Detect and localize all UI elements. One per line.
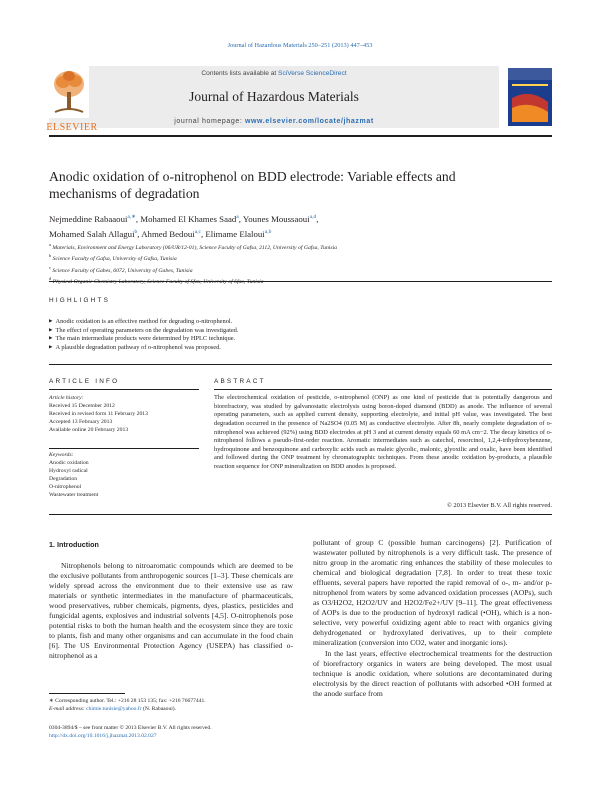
homepage-link[interactable]: www.elsevier.com/locate/jhazmat xyxy=(244,118,374,125)
affiliation-b: $^b$ Science Faculty of Gafsa, University of Gafsa, Tunisia xyxy=(49,253,177,263)
sciencedirect-link[interactable]: SciVerse ScienceDirect xyxy=(278,70,347,77)
corresponding-author-note: ∗ Corresponding author. Tel.: +216 28 153 135; fax: +216 76677441. xyxy=(49,698,206,704)
keywords-label: Keywords: xyxy=(49,452,74,458)
abstract-heading: ABSTRACT xyxy=(214,378,266,385)
abstract-end-rule xyxy=(49,514,552,515)
journal-name: Journal of Hazardous Materials xyxy=(189,89,359,104)
author-6[interactable]: Elimame Elaloui$^{a,b}$ xyxy=(205,228,272,239)
affiliation-a: $^a$ Materials, Environment and Energy Laboratory (06/UR/12-01), Science Faculty of Gafsa, 2112, University of Gafsa, Tunisia xyxy=(49,242,338,251)
highlight-item: ▶ A plausible degradation pathway of o-nitrophenol was proposed. xyxy=(49,344,552,353)
keywords xyxy=(49,452,199,499)
author-3[interactable]: Younes Moussaoui$^{a,d}$, xyxy=(242,213,319,224)
article-history xyxy=(49,395,199,435)
paragraph: pollutant of group C (possible human carcinogens) [2]. Purification of wastewater polluted by nitrophenols is a very difficult task. The presence of nitro group in the aromatic ring enhances the stability of these molecules to chemical and biological degradation [7,8]. In order to treat these toxic effluents, several papers have reported the rapid removal of o-, m- and/or p-nitrophenol from waters by some advanced oxidation processes (AOPs), such as O3/H2O2, H2O2/UV and H2O2/Fe2+/UV [9–11]. The great effectiveness of AOPs is due to the production of hydroxyl radical (•OH), which is a non-selective, very powerful oxidizing agent able to react with organics giving dehydrogenated or hydroxylated derivatives, up to their complete mineralization (conversion into CO2, water and inorganic ions). xyxy=(313,538,552,648)
header-rule xyxy=(49,135,552,137)
issn-line: 0304-3894/$ – see front matter © 2013 Elsevier B.V. All rights reserved. xyxy=(49,725,212,731)
keyword-item: Hydroxyl radical xyxy=(49,467,88,474)
footnotes xyxy=(49,697,293,713)
article-title xyxy=(49,168,552,202)
author-2[interactable]: Mohamed El Khames Saad$^a$, xyxy=(140,213,243,224)
history-item: Received 15 December 2012 xyxy=(49,402,115,409)
affiliations xyxy=(49,241,552,287)
author-4[interactable]: Mohamed Salah Allagui$^b$, xyxy=(49,228,142,239)
body-column-left xyxy=(49,561,293,661)
journal-homepage xyxy=(49,118,499,125)
history-item: Accepted 13 February 2013 xyxy=(49,418,113,425)
keyword-item: Wastewater treatment xyxy=(49,491,99,498)
paragraph: Nitrophenols belong to nitroaromatic compounds which are deemed to be the exclusive pollutants from anthropogenic sources [1–3]. These chemicals are widely spread across the environment due to their extensive use as raw materials or synthetic intermediates in the manufacture of pharmaceuticals, wood preservatives, rubber chemicals, pigments, dyes, plastics, pesticides and fungicidal agents, explosives and industrial solvents [4,5]. O-nitrophenols pose potential risks to both the human health and the ecosystem since they are toxic to plants, fish and many other organisms and can accumulate in the food chain [6]. The US Environmental Protection Agency (USEPA) has classified o-nitrophenol as a xyxy=(49,561,293,661)
email-note xyxy=(49,705,293,713)
abstract-text: The electrochemical oxidation of pesticide, o-nitrophenol (ONP) as one kind of pesticide that is potentially dangerous and biorefractory, was studied by galvanostatic electrolysis using boron-doped diamond (BDD) as anode. The influence of several operating parameters, such as applied current density, supporting electrolyte, and initial pH value, was investigated. The best degradation occurred in the presence of Na2SO4 (0.05 M) as conductive electrolyte. After 8h, nearly complete degradation of o-nitrophenol was achieved (92%) using BDD electrodes at pH 3 and at current density equals 60 mA cm−2. The decay kinetics of o-nitrophenol follows a pseudo-first-order reaction. Aromatic intermediates such as catechol, resorcinol, 1,2,4-trihydroxybenzene, hydroquinone and benzoquinone and carboxylic acids such as maleic glycolic, malonic, glyoxilic and oxalic, have been identified and followed during the ONP treatment by chromatographic techniques. From these anodic oxidation by-products, a plausible reaction sequence for ONP mineralization on BDD anodes is proposed. xyxy=(214,394,552,470)
history-label: Article history: xyxy=(49,395,84,401)
author-1[interactable]: Nejmeddine Rabaaoui$^{a,∗}$, xyxy=(49,213,141,224)
highlight-item: ▶ Anodic oxidation is an effective method for degrading o-nitrophenol. xyxy=(49,318,552,327)
article-info-heading: ARTICLE INFO xyxy=(49,378,120,385)
keyword-item: Anodic oxidation xyxy=(49,459,89,466)
footnote-rule xyxy=(49,693,125,694)
history-item: Available online 20 February 2013 xyxy=(49,426,129,433)
affiliation-rule xyxy=(49,281,552,282)
copyright-notice: © 2013 Elsevier B.V. All rights reserved. xyxy=(446,502,552,509)
history-rule xyxy=(49,448,199,449)
homepage-prefix: journal homepage: xyxy=(174,118,243,125)
title-line-2: mechanisms of degradation xyxy=(49,186,200,201)
email-link[interactable]: chimie.tunisie@yahoo.fr xyxy=(86,706,142,712)
paragraph: In the last years, effective electrochemical treatments for the destruction of biorefractory organics in waters are being developed. The most usual technique is anodic oxidation, where solutions are decontaminated during electrolysis by the direct reaction of pollutants with adsorbed •OH formed at the anode surface from xyxy=(313,648,552,698)
contents-line xyxy=(49,70,499,77)
highlights-rule xyxy=(49,364,552,365)
highlight-item: ▶ The effect of operating parameters on the degradation was investigated. xyxy=(49,327,552,336)
highlights-list xyxy=(49,318,552,352)
keyword-item: O-nitrophenol xyxy=(49,483,82,490)
body-column-right xyxy=(313,538,552,699)
issn-doi xyxy=(49,724,349,740)
journal-cover-thumbnail[interactable] xyxy=(508,68,552,126)
title-line-1: Anodic oxidation of o-nitrophenol on BDD electrode: Variable effects and xyxy=(49,169,456,184)
journal-reference[interactable]: Journal of Hazardous Materials 250–251 (2013) 447–453 xyxy=(227,42,373,49)
author-5[interactable]: Ahmed Bedoui$^{a,c}$, xyxy=(141,228,206,239)
keyword-item: Degradation xyxy=(49,475,78,482)
abstract-rule xyxy=(214,389,552,390)
section-heading-introduction: 1. Introduction xyxy=(49,540,99,549)
email-label: E-mail address: xyxy=(49,706,85,712)
highlights-heading: HIGHLIGHTS xyxy=(49,297,111,304)
author-list xyxy=(49,211,552,241)
affiliation-c: $^c$ Science Faculty of Gabes, 6072, University of Gabes, Tunisia xyxy=(49,264,193,274)
doi-link[interactable]: http://dx.doi.org/10.1016/j.jhazmat.2013.02.027 xyxy=(49,733,157,739)
elsevier-wordmark: ELSEVIER xyxy=(46,122,98,133)
article-info-rule xyxy=(49,389,199,390)
contents-prefix: Contents lists available at xyxy=(201,70,277,77)
affiliation-d: $^d$ Physical Organic Chemistry Laboratory, Science Faculty of Sfax, University of Sfax, Tunisia xyxy=(49,276,264,286)
history-item: Received in revised form 11 February 2013 xyxy=(49,410,148,417)
email-owner: (N. Rabaaoui). xyxy=(142,706,177,712)
highlight-item: ▶ The main intermediate products were determined by HPLC technique. xyxy=(49,335,552,344)
